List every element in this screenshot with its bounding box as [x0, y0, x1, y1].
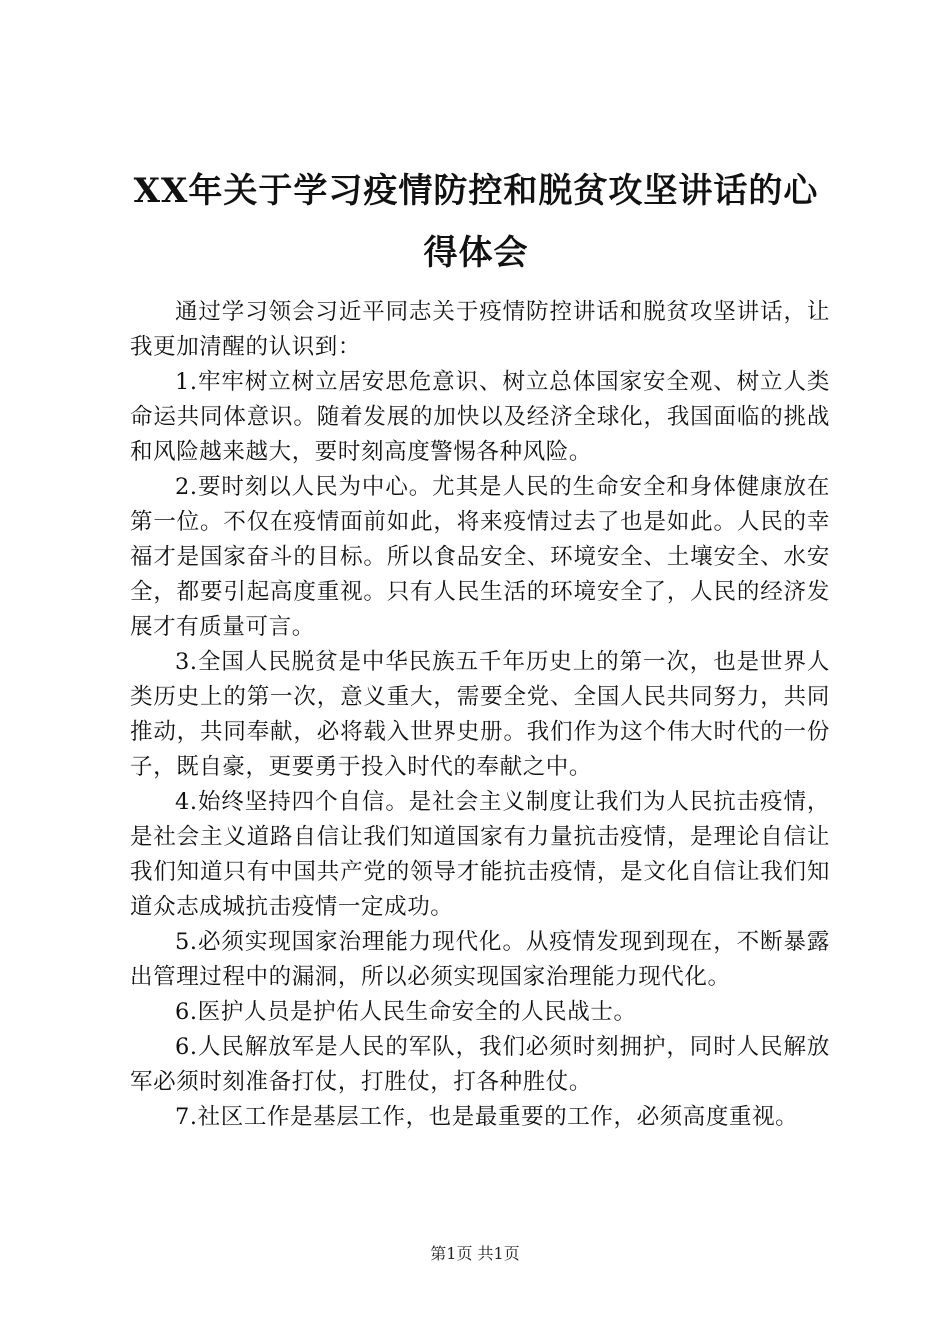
paragraph-point-6b: 6.人民解放军是人民的军队，我们必须时刻拥护，同时人民解放军必须时刻准备打仗，打胜仗，打各种胜仗。 — [130, 1034, 830, 1095]
document-body — [130, 295, 830, 1135]
paragraph-intro: 通过学习领会习近平同志关于疫情防控讲话和脱贫攻坚讲话，让我更加清醒的认识到： — [130, 299, 830, 360]
paragraph-point-1: 1.牢牢树立树立居安思危意识、树立总体国家安全观、树立人类命运共同体意识。随着发展的加快以及经济全球化，我国面临的挑战和风险越来越大，要时刻高度警惕各种风险。 — [130, 369, 830, 465]
paragraph-point-5: 5.必须实现国家治理能力现代化。从疫情发现到现在，不断暴露出管理过程中的漏洞，所以必须实现国家治理能力现代化。 — [130, 929, 830, 990]
document-title: XX年关于学习疫情防控和脱贫攻坚讲话的心得体会 — [133, 171, 819, 273]
paragraph-point-2: 2.要时刻以人民为中心。尤其是人民的生命安全和身体健康放在第一位。不仅在疫情面前如此，将来疫情过去了也是如此。人民的幸福才是国家奋斗的目标。所以食品安全、环境安全、土壤安全、水安全，都要引起高度重视。只有人民生活的环境安全了，人民的经济发展才有质量可言。 — [130, 474, 830, 640]
page-footer: 第1页 共1页 — [430, 1244, 520, 1263]
paragraph-point-3: 3.全国人民脱贫是中华民族五千年历史上的第一次，也是世界人类历史上的第一次，意义重大，需要全党、全国人民共同努力，共同推动，共同奉献，必将载入世界史册。我们作为这个伟大时代的一份子，既自豪，更要勇于投入时代的奉献之中。 — [130, 649, 830, 780]
paragraph-point-6a: 6.医护人员是护佑人民生命安全的人民战士。 — [175, 999, 637, 1025]
paragraph-point-4: 4.始终坚持四个自信。是社会主义制度让我们为人民抗击疫情，是社会主义道路自信让我们知道国家有力量抗击疫情，是理论自信让我们知道只有中国共产党的领导才能抗击疫情，是文化自信让我们知道众志成城抗击疫情一定成功。 — [130, 789, 830, 920]
paragraph-point-7: 7.社区工作是基层工作，也是最重要的工作，必须高度重视。 — [175, 1104, 799, 1130]
